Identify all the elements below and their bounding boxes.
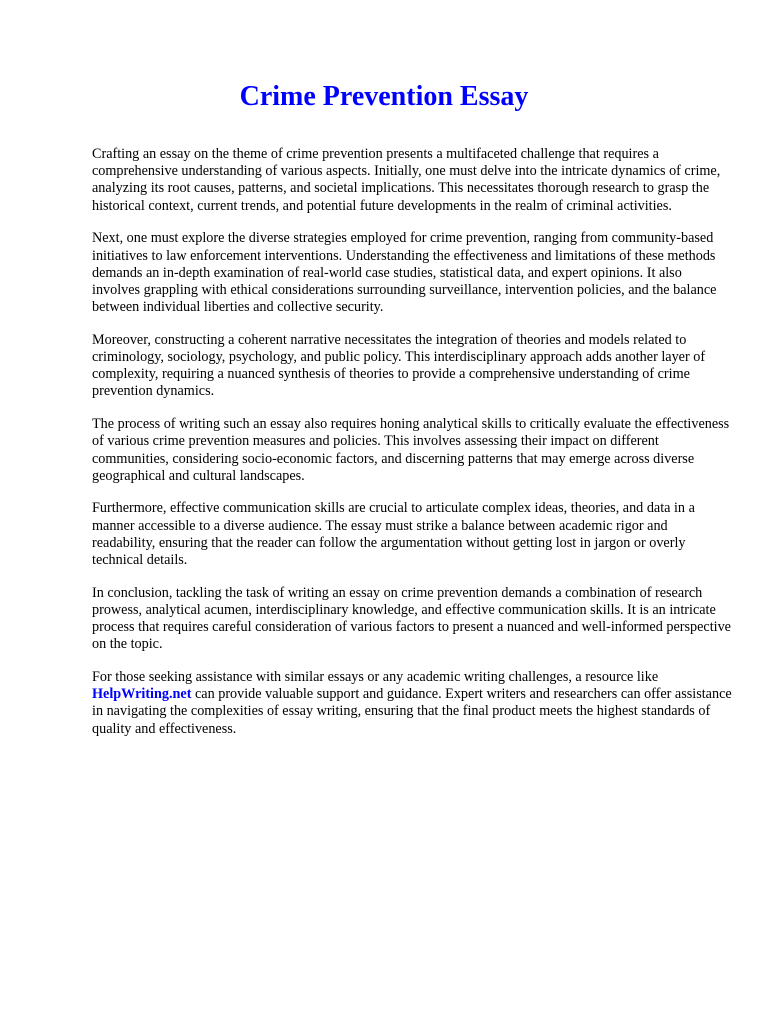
paragraph-5: Furthermore, effective communication skills are crucial to articulate complex ideas, theories, and data in a manner accessible to a diverse audience. The essay must strike a balance between academic rigor and readability, ensuring that the reader can follow the argumentation without getting lost in jargon or overly technical details. <box>92 500 695 569</box>
essay-body <box>92 146 732 753</box>
page-title: Crime Prevention Essay <box>239 81 529 112</box>
paragraph-7-after-link: can provide valuable support and guidance. Expert writers and researchers can offer assistance in navigating the complexities of essay writing, ensuring that the final product meets the highest standards of quality and effectiveness. <box>92 686 732 737</box>
paragraph-3: Moreover, constructing a coherent narrative necessitates the integration of theories and models related to criminology, sociology, psychology, and public policy. This interdisciplinary approach adds another layer of complexity, requiring a nuanced synthesis of theories to provide a comprehensive understanding of crime prevention dynamics. <box>92 331 706 400</box>
paragraph-2: Next, one must explore the diverse strategies employed for crime prevention, ranging from community-based initiatives to law enforcement interventions. Understanding the effectiveness and limitations of these methods demands an in-depth examination of real-world case studies, statistical data, and expert opinions. It also involves grappling with ethical considerations surrounding surveillance, intervention policies, and the balance between individual liberties and collective security. <box>92 230 717 316</box>
paragraph-7 <box>92 669 732 738</box>
paragraph-1: Crafting an essay on the theme of crime prevention presents a multifaceted challenge that requires a comprehensive understanding of various aspects. Initially, one must delve into the intricate dynamics of crime, analyzing its root causes, patterns, and societal implications. This necessitates thorough research to grasp the historical context, current trends, and potential future developments in the realm of criminal activities. <box>92 146 721 214</box>
paragraph-4: The process of writing such an essay also requires honing analytical skills to critically evaluate the effectiveness of various crime prevention measures and policies. This involves assessing their impact on different communities, considering socio-economic factors, and discerning patterns that may emerge across diverse geographical and cultural landscapes. <box>92 416 730 484</box>
helpwriting-link[interactable]: HelpWriting.net <box>92 686 192 703</box>
paragraph-6: In conclusion, tackling the task of writing an essay on crime prevention demands a combination of research prowess, analytical acumen, interdisciplinary knowledge, and effective communication skills. It is an intricate process that requires careful consideration of various factors to present a nuanced and well-informed perspective on the topic. <box>92 584 731 653</box>
paragraph-7-before-link: For those seeking assistance with similar essays or any academic writing challenges, a resource like <box>92 669 659 686</box>
